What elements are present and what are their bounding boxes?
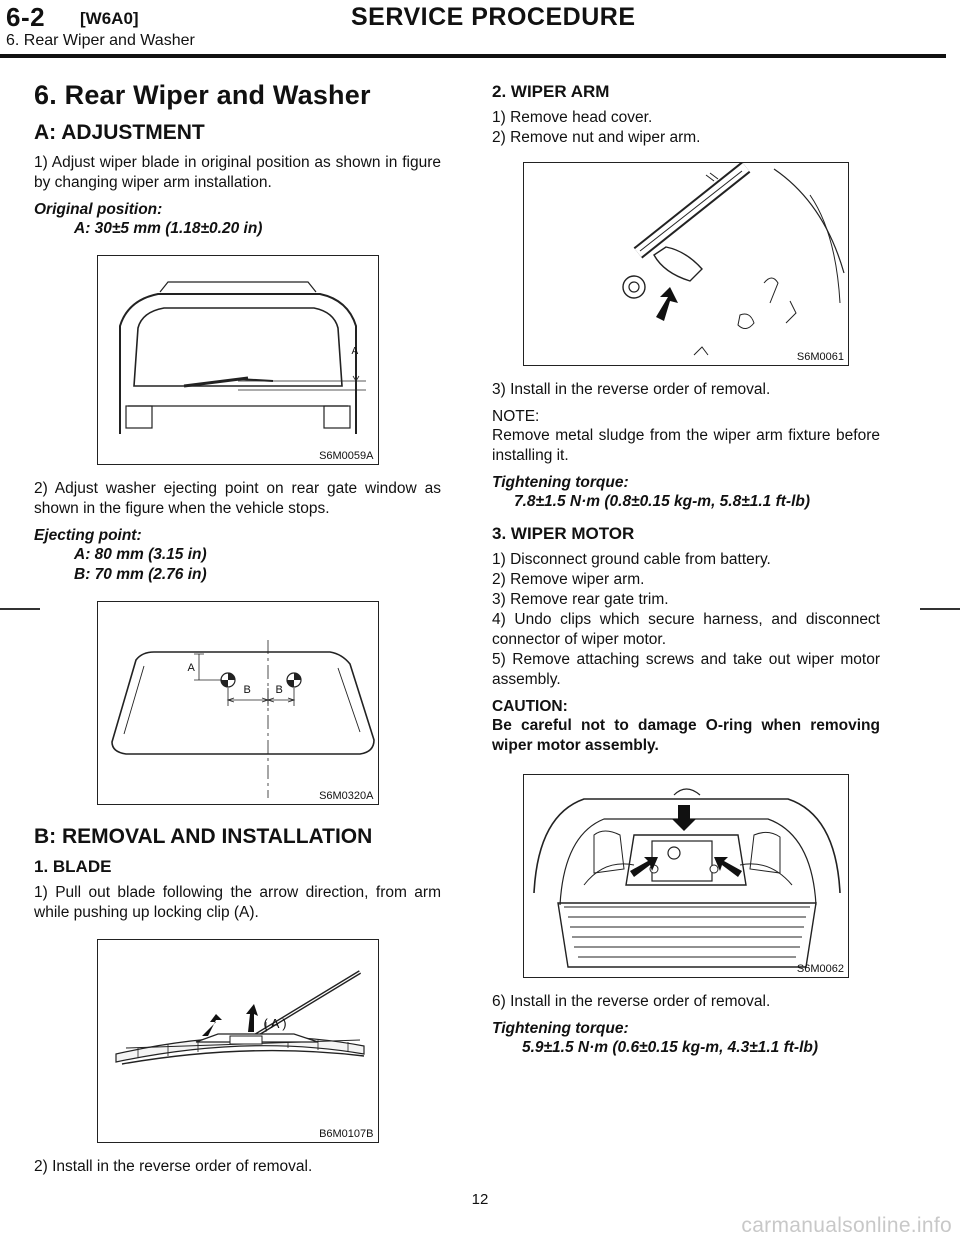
motor-step-5: 5) Remove attaching screws and take out wiper motor assembly. [492,651,880,688]
page-title: 6. Rear Wiper and Washer [34,80,371,110]
note-label: NOTE: [492,408,540,425]
page-header [0,0,960,60]
rear-window-illustration [98,256,378,464]
motor-torque-label: Tightening torque: [492,1020,629,1037]
figure-caption: S6M0061 [796,351,844,363]
ejecting-point-a: A: 80 mm (3.15 in) [74,546,207,563]
blade-step-1: 1) Pull out blade following the arrow direction, from arm while pushing up locking clip (A). [34,884,441,921]
ejecting-point-b: B: 70 mm (2.76 in) [74,566,207,583]
arm-torque-label: Tightening torque: [492,474,629,491]
wiper-arm-heading: 2. WIPER ARM [492,82,610,101]
section-code: [W6A0] [80,9,139,28]
label-a: ( A ) [263,1016,287,1031]
original-position-label: Original position: [34,201,163,218]
left-column [34,72,441,1183]
motor-step-2: 2) Remove wiper arm. [492,571,645,588]
motor-step-4: 4) Undo clips which secure harness, and disconnect connector of wiper motor. [492,611,880,648]
header-subtitle: 6. Rear Wiper and Washer [6,32,195,49]
arm-step-2: 2) Remove nut and wiper arm. [492,129,701,146]
header-rule [0,54,946,58]
caution-text: Be careful not to damage O-ring when removing wiper motor assembly. [492,717,880,754]
watermark: carmanualsonline.info [741,1214,952,1237]
motor-step-3: 3) Remove rear gate trim. [492,591,669,608]
motor-step-1: 1) Disconnect ground cable from battery. [492,551,771,568]
figure-blade-removal [97,939,379,1143]
arm-step-1: 1) Remove head cover. [492,109,653,126]
label-b-left: B [243,684,251,696]
figure-caption: S6M0062 [796,963,844,975]
header-title: SERVICE PROCEDURE [351,3,636,31]
figure-caption: S6M0059A [319,450,374,462]
original-position-value: A: 30±5 mm (1.18±0.20 in) [74,220,263,237]
wiper-motor-heading: 3. WIPER MOTOR [492,524,635,543]
figure-wiper-position [97,255,379,465]
margin-mark-right [920,608,960,610]
caution-label: CAUTION: [492,698,568,715]
wiper-arm-illustration [524,163,848,365]
motor-torque-value: 5.9±1.5 N·m (0.6±0.15 kg-m, 4.3±1.1 ft-lb) [522,1039,819,1056]
rear-gate-illustration [524,775,848,977]
adjustment-step-2: 2) Adjust washer ejecting point on rear gate window as shown in the figure when the vehicle stops. [34,480,441,517]
motor-step-6: 6) Install in the reverse order of removal. [492,993,771,1010]
right-column [492,72,880,1058]
blade-heading: 1. BLADE [34,857,112,876]
ejecting-point-label: Ejecting point: [34,527,142,544]
arm-torque-value: 7.8±1.5 N·m (0.8±0.15 kg-m, 5.8±1.1 ft-lb) [514,493,811,510]
adjustment-heading: A: ADJUSTMENT [34,121,205,144]
figure-caption: B6M0107B [319,1128,374,1140]
figure-caption: S6M0320A [319,790,374,802]
note-text: Remove metal sludge from the wiper arm fixture before installing it. [492,427,880,464]
arm-step-3: 3) Install in the reverse order of removal. [492,381,771,398]
label-a: A [187,662,195,674]
figure-ejecting-point [97,601,379,805]
adjustment-step-1: 1) Adjust wiper blade in original position as shown in figure by changing wiper arm installation. [34,154,441,191]
margin-mark-left [0,608,40,610]
wiper-blade-illustration [98,940,378,1142]
blade-step-2: 2) Install in the reverse order of removal. [34,1158,313,1175]
section-number: 6-2 [6,2,46,32]
label-a: A [351,346,359,357]
figure-wiper-arm [523,162,849,366]
figure-wiper-motor [523,774,849,978]
removal-heading: B: REMOVAL AND INSTALLATION [34,825,373,848]
rear-glass-illustration [98,602,378,804]
page-number: 12 [471,1191,489,1208]
label-b-right: B [275,684,283,696]
